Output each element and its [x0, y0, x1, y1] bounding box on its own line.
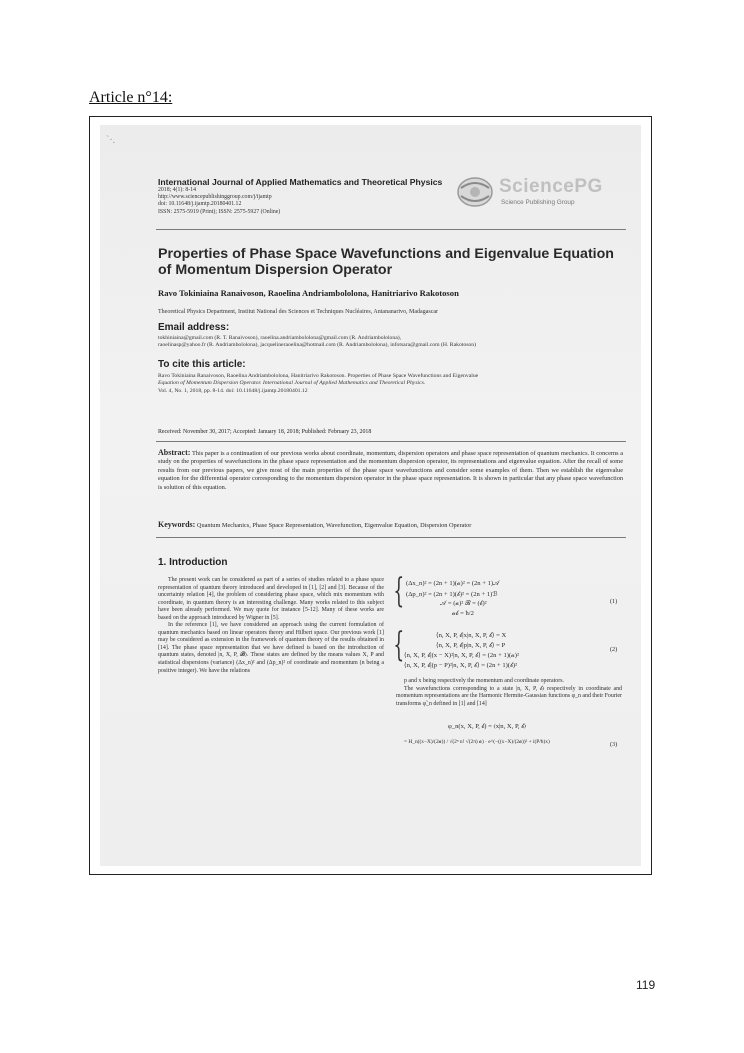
equation-number: (3)	[610, 741, 618, 748]
cite-heading: To cite this article:	[158, 359, 246, 370]
journal-name: International Journal of Applied Mathematics and Theoretical Physics	[158, 177, 443, 187]
equation-brace: {	[393, 625, 405, 665]
scanned-article-page	[100, 125, 641, 866]
right-paragraph: The wavefunctions corresponding to a state |n, X, P, 𝒷⟩ respectively in coordinate and momentum representations are the Harmonic Hermite-Gaussian functions φ_n and their Fourier transforms φ̃_n defined in [1] and [14]	[396, 685, 622, 707]
introduction-right-column	[396, 678, 622, 708]
publisher-logo	[455, 174, 635, 212]
article-authors: Ravo Tokiniaina Ranaivoson, Raoelina Andriambololona, Hanitriarivo Rakotoson	[158, 288, 459, 298]
citation-block	[158, 373, 623, 395]
journal-volume: 2018; 4(1): 8-14	[158, 187, 196, 193]
introduction-heading: 1. Introduction	[158, 557, 228, 568]
journal-url: http://www.sciencepublishinggroup.com/j/ijamtp	[158, 194, 272, 201]
scan-mark: `·.	[106, 135, 116, 146]
abstract-label: Abstract:	[158, 448, 191, 457]
article-affiliation: Theoretical Physics Department, Institut National des Sciences et Techniques Nucléaires, Antananarivo, Madagascar	[158, 309, 439, 315]
equation-line: (Δx_n)² = (2n + 1)(𝒶)² = (2n + 1)𝒜	[406, 580, 500, 587]
introduction-left-column	[158, 577, 384, 675]
keywords-label: Keywords:	[158, 520, 196, 529]
equation-line: φ_n(x, X, P, 𝒷) = ⟨x|n, X, P, 𝒷⟩	[448, 723, 527, 730]
equation-line: ⟨n, X, P, 𝒷|p|n, X, P, 𝒷⟩ = P	[436, 642, 506, 649]
publisher-emblem-icon	[455, 174, 495, 210]
abstract-text: This paper is a continuation of our previous works about coordinate, momentum, dispersion operators and phase space representation of quantum mechanics. It concerns a study on the properties of wavefunctions in the phase space representation and the momentum dispersion operator, its representations and eigenvalue equation. After the recall of some results from our previous papers, we give most of the main properties of the phase space wavefunctions and consider some examples of them. Then we establish the eigenvalue equation for the differential operator corresponding to the momentum dispersion operator in the phase space representation. It is shown in particular that any phase space wavefunction is solution of this equation.	[158, 450, 623, 491]
journal-issn: ISSN: 2575-5919 (Print); ISSN: 2575-5927 (Online)	[158, 208, 281, 215]
article-title: Properties of Phase Space Wavefunctions and Eigenvalue Equation of Momentum Dispersion Operator	[158, 246, 614, 278]
abstract-divider-top	[156, 441, 626, 442]
equation-line: 𝒜 = (𝒶)² ℬ = (𝒷)²	[440, 600, 487, 607]
email-line: raoelinasp@yahoo.fr (R. Andriambololona), jacquelineraoelina@hotmail.com (R. Andriambololona), infotsara@gmail.com (H. Rakotoson)	[158, 342, 477, 349]
email-addresses	[158, 335, 623, 350]
abstract	[158, 449, 623, 492]
equation-line: ⟨n, X, P, 𝒷|(p − P)²|n, X, P, 𝒷⟩ = (2n + 1)(𝒷)²	[404, 662, 518, 669]
equation-number: (2)	[610, 646, 618, 653]
equation-line: 𝒶𝒷 = ħ/2	[452, 610, 474, 617]
equation-line: (Δp_n)² = (2n + 1)(𝒷)² = (2n + 1)ℬ	[406, 591, 498, 598]
email-heading: Email address:	[158, 322, 230, 333]
journal-info	[158, 177, 458, 216]
publisher-name: SciencePG	[499, 176, 603, 197]
article-heading: Article n°14:	[89, 89, 173, 106]
right-paragraph: p and x being respectively the momentum and coordinate operators.	[404, 678, 564, 684]
equation-number: (1)	[610, 598, 618, 605]
received-dates: Received: November 30, 2017; Accepted: January 18, 2018; Published: February 23, 2018	[158, 429, 372, 435]
equation-line: = H_n((x−X)/(2𝒶)) / √(2ⁿ n! √(2π) 𝒶) · e^(−((x−X)/(2𝒶))² + i(P/ħ)x)	[404, 739, 550, 745]
header-divider	[156, 229, 626, 230]
equation-brace: {	[393, 571, 405, 611]
intro-paragraph: The present work can be considered as part of a series of studies related to a phase space representation of quantum theory introduced and developed in [1], [2] and [3]. Because of the uncertainty relation [4], the problem of considering phase space, which mix momentum with coordinate, in quantum theory is an interesting challenge. Many works related to this subject have been already performed. We may quote for instance [5-12]. Many of these works are based on the approach introduced by Wigner in [5].	[158, 577, 384, 621]
equation-line: ⟨n, X, P, 𝒷|x|n, X, P, 𝒷⟩ = X	[436, 632, 507, 639]
publisher-subtitle: Science Publishing Group	[501, 199, 575, 206]
abstract-divider-bottom	[156, 537, 626, 538]
email-line: tokhiniaina@gmail.com (R. T. Ranaivoson), raoelina.andriambololona@gmail.com (R. Andriambololona),	[158, 335, 402, 341]
article-image-frame	[89, 116, 652, 875]
page-number: 119	[636, 978, 656, 992]
keywords	[158, 520, 623, 529]
equation-line: ⟨n, X, P, 𝒷|(x − X)²|n, X, P, 𝒷⟩ = (2n + 1)(𝒶)²	[404, 652, 519, 659]
keywords-text: Quantum Mechanics, Phase Space Representation, Wavefunction, Eigenvalue Equation, Dispersion Operator	[196, 522, 472, 529]
citation-line: Vol. 4, No. 1, 2018, pp. 8-14. doi: 10.11648/j.ijamtp.20180401.12	[158, 387, 308, 394]
citation-line: Equation of Momentum Dispersion Operator. International Journal of Applied Mathematics and Theoretical Physics.	[158, 380, 426, 387]
intro-paragraph: In the reference [1], we have considered an approach using the current formulation of quantum mechanics based on linear operators theory and Hilbert space. Our previous work [1] may be considered as extension in the framework of quantum theory of the results obtained in [14]. The phase space representation that we have defined is based on the introduction of quantum states, denoted |n, X, P, 𝓑⟩. These states are defined by the means values X, P and statistical dispersions (variance) (Δx_n)² and (Δp_n)² of coordinate and momentum (n being a positive integer). We have the relations	[158, 622, 384, 674]
journal-doi: doi: 10.11648/j.ijamtp.20180401.12	[158, 201, 242, 208]
citation-line: Ravo Tokiniaina Ranaivoson, Raoelina Andriambololona, Hanitriarivo Rakotoson. Properties of Phase Space Wavefunctions and Eigenvalue	[158, 373, 479, 379]
